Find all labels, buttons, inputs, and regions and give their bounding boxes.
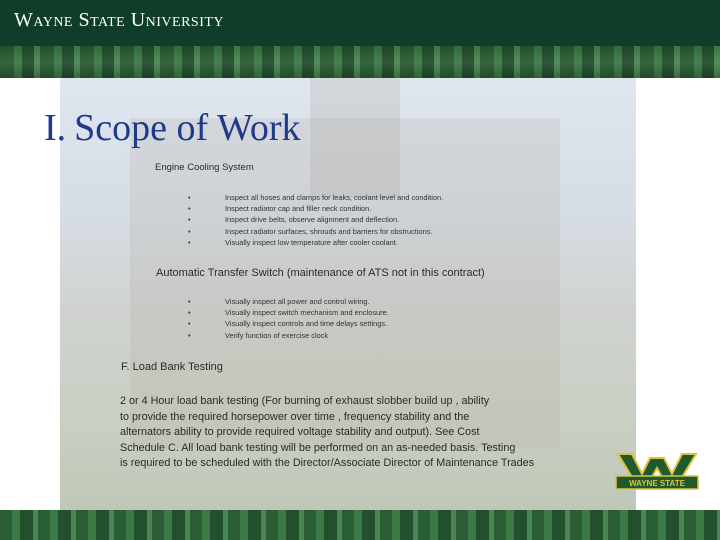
bullet: • (188, 237, 191, 247)
paragraph-line: Schedule C. All load bank testing will be performed on an as-needed basis. Testing (120, 441, 516, 454)
paragraph-line: alternators ability to provide required voltage stability and output). See Cost (120, 426, 480, 438)
section-heading-transfer-switch: Automatic Transfer Switch (maintenance of ATS not in this contract) (156, 267, 485, 279)
paragraph-line: 2 or 4 Hour load bank testing (For burning of exhaust slobber build up , ability (120, 395, 490, 407)
engine-cooling-list (188, 193, 608, 249)
slide-title-text: Scope of Work (74, 107, 301, 149)
list-item: • Visually inspect switch mechanism and enclosure. (188, 308, 389, 318)
header-pattern-band (0, 46, 720, 78)
list-item: • Verify function of exercise clock (188, 330, 329, 340)
bullet: • (188, 308, 191, 318)
list-item: • Visually inspect controls and time delays settings. (188, 319, 388, 329)
footer-pattern-band (0, 510, 720, 540)
bullet: • (188, 330, 191, 340)
load-bank-paragraph (120, 394, 534, 472)
list-item: • Inspect radiator cap and filler neck condition. (188, 204, 372, 214)
bullet: • (188, 297, 191, 306)
list-item: • Inspect all hoses and clamps for leaks, coolant level and condition. (188, 193, 444, 202)
bullet: • (188, 215, 191, 225)
list-item: • Inspect drive belts, observe alignment and deflection. (188, 215, 400, 225)
paragraph-line: to provide the required horsepower over time , frequency stability and the (120, 410, 470, 423)
bullet: • (188, 319, 191, 329)
slide-title (44, 106, 300, 150)
list-item: • Inspect radiator surfaces, shrouds and barriers for obstructions. (188, 226, 433, 236)
slide-title-number: I. (44, 107, 67, 149)
bullet: • (188, 193, 191, 202)
bullet: • (188, 204, 191, 214)
header-bar (0, 0, 720, 46)
section-heading-load-bank: F. Load Bank Testing (121, 361, 223, 373)
university-wordmark: Wayne State University (14, 9, 225, 31)
list-item: • Visually inspect low temperature after cooler coolant. (188, 237, 398, 247)
wayne-state-logo (614, 448, 700, 496)
list-item: • Visually inspect all power and control wiring. (188, 297, 370, 306)
logo-text: WAYNE STATE (629, 479, 685, 488)
paragraph-line: is required to be scheduled with the Director/Associate Director of Maintenance Trades (120, 457, 535, 469)
background-tower-shape (310, 78, 400, 198)
transfer-switch-list (188, 297, 608, 342)
bullet: • (188, 226, 191, 236)
section-heading-engine-cooling: Engine Cooling System (155, 162, 254, 173)
